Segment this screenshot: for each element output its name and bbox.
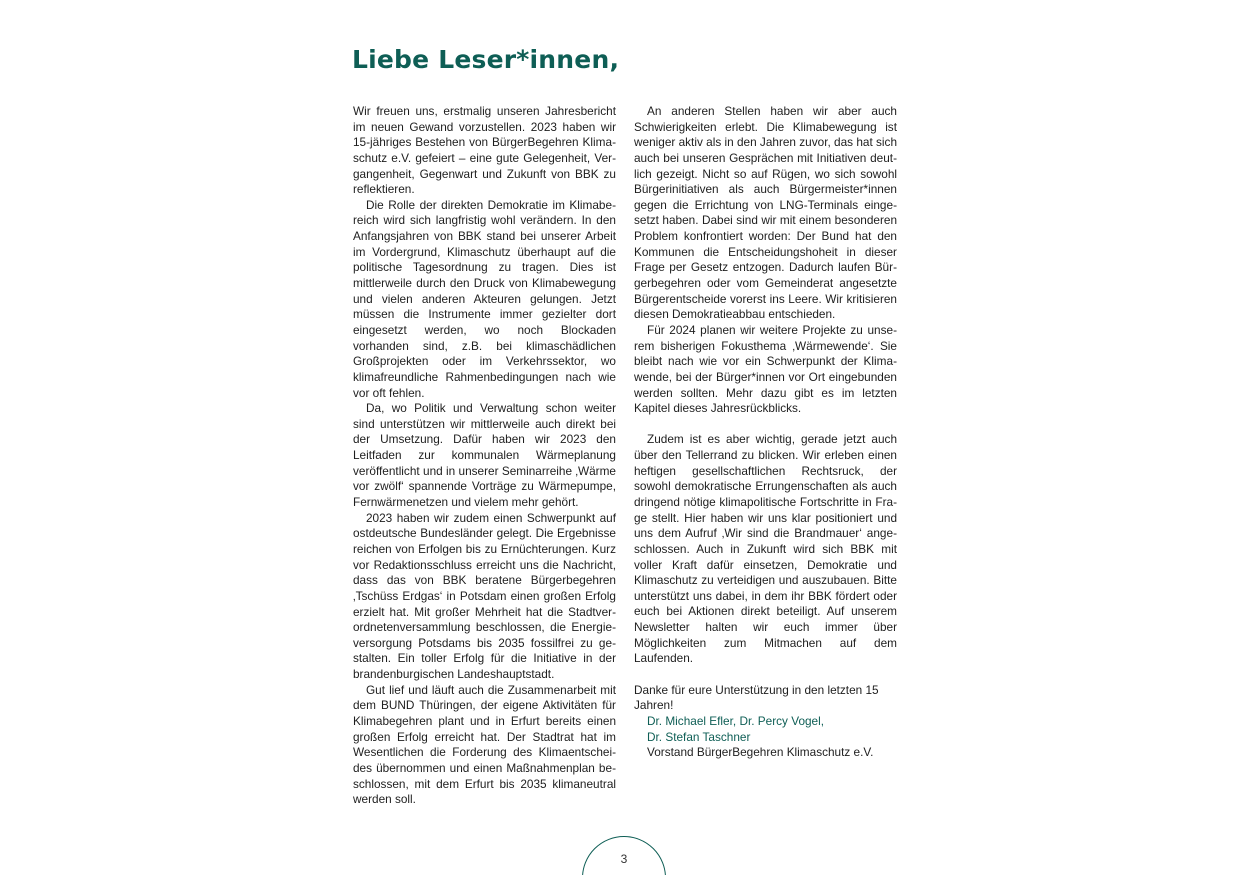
signers-line-1: Dr. Michael Efler, Dr. Percy Vogel, — [647, 713, 825, 728]
board-signature: Vorstand BürgerBegehren Klimaschutz e.V. — [647, 745, 874, 760]
signers — [634, 714, 897, 745]
left-column — [353, 104, 616, 808]
paragraph-intro: Wir freuen uns, erstmalig unseren Jahresbericht im neuen Gewand vorzustellen. 2023 haben wir 15-jähriges Bestehen von BürgerBegehren Klimaschutz e.V. gefeiert – eine gute Gelegenheit, Vergangenheit, Gegenwart und Zukunft von BBK zu reflektieren. — [353, 104, 616, 197]
paragraph-implementation: Da, wo Politik und Verwaltung schon weiter sind unterstützen wir mittlerweile auch direkt bei der Umsetzung. Dafür haben wir 2023 den Leitfaden zur kommunalen Wärmeplanung veröffentlicht und in unserer Seminarreihe ‚Wärme vor zwölf‘ spannende Vorträge zu Wärmepumpe, Fernwärmenetzen und vielem mehr gehört. — [353, 401, 616, 510]
paragraph-direct-democracy: Die Rolle der direkten Demokratie im Klimabereich wird sich langfristig wohl verändern. In den Anfangsjahren von BBK stand bei unserer Arbeit im Vordergrund, Klimaschutz überhaupt auf die politische Tagesordnung zu tragen. Dies ist mittlerweile durch den Druck von Klimabewegung und vielen anderen Akteuren gelungen. Jetzt müssen die Instrumente immer gezielter dort eingesetzt werden, wo noch Blockaden vorhanden sind, z.B. bei klimaschädlichen Großprojekten oder im Verkehrssektor, wo klimafreundliche Rahmenbedingungen nach wie vor oft fehlen. — [353, 197, 616, 400]
right-column — [634, 104, 897, 761]
paragraph-thanks: Danke für eure Unterstützung in den letzten 15 Jahren! — [634, 682, 879, 713]
page-heading: Liebe Leser*innen, — [352, 45, 620, 74]
paragraph-bund-thueringen: Gut lief und läuft auch die Zusammenarbeit mit dem BUND Thüringen, der eigene Aktivitäten für Klimabegehren plant und in Erfurt bereits einen großen Erfolg erreicht hat. Der Stadtrat hat im Wesentlichen die Forderung des Klimaentscheides übernommen und einen Maßnahmenplan beschlossen, mit dem Erfurt bis 2035 klimaneutral werden soll. — [353, 682, 616, 807]
paragraph-plans-2024: Für 2024 planen wir weitere Projekte zu unserem bisherigen Fokusthema ‚Wärmewende‘. Sie bleibt nach wie vor ein Schwerpunkt der Klimawende, bei der Bürger*innen vor Ort eingebunden werden sollten. Mehr dazu gibt es im letzten Kapitel dieses Jahresrückblicks. — [634, 322, 897, 416]
signers-line-2: Dr. Stefan Taschner — [647, 729, 751, 744]
paragraph-difficulties: An anderen Stellen haben wir aber auch Schwierigkeiten erlebt. Die Klimabewegung ist weniger aktiv als in den Jahren zuvor, das hat sich auch bei unseren Gesprächen mit Initiativen deutlich gezeigt. Nicht so auf Rügen, wo sich sowohl Bürgerinitiativen als auch Bürgermeister*innen gegen die Errichtung von LNG-Terminals eingesetzt haben. Dabei sind wir mit einem besonderen Problem konfrontiert worden: Der Bund hat den Kommunen die Entscheidungshoheit in dieser Frage per Gesetz entzogen. Dadurch laufen Bürgerbegehren oder vom Gemeinderat angesetzte Bürgerentscheide vorerst ins Leere. Wir kritisieren diesen Demokratieabbau entschieden. — [634, 104, 897, 322]
paragraph-east-germany: 2023 haben wir zudem einen Schwerpunkt auf ostdeutsche Bundesländer gelegt. Die Ergebnisse reichen von Erfolgen bis zu Ernüchterungen. Kurz vor Redaktionsschluss erreicht uns die Nachricht, dass das von BBK beratene Bürgerbegehren ‚Tschüss Erdgas‘ in Potsdam einen großen Erfolg erzielt hat. Mit großer Mehrheit hat die Stadtverordnetenversammlung beschlossen, die Energieversorgung Potsdams bis 2035 fossilfrei zu gestalten. Ein toller Erfolg für die Initiative in der brandenburgischen Landeshauptstadt. — [353, 510, 616, 682]
paragraph-beyond: Zudem ist es aber wichtig, gerade jetzt auch über den Tellerrand zu blicken. Wir erleben einen heftigen gesellschaftlichen Rechtsruck, der sowohl demokratische Errungenschaften als auch dringend nötige klimapolitische Fortschritte in Frage stellt. Hier haben wir uns klar positioniert und uns dem Aufruf ‚Wir sind die Brandmauer‘ angeschlossen. Auch in Zukunft wird sich BBK mit voller Kraft dafür einsetzen, Demokratie und Klimaschutz zu verteidigen und auszubauen. Bitte unterstützt uns dabei, in dem ihr BBK fördert oder euch bei Aktionen direkt beteiligt. Auf unserem Newsletter halten wir euch immer über Möglichkeiten zum Mitmachen auf dem Laufenden. — [634, 432, 897, 666]
page-number: 3 — [620, 852, 628, 866]
